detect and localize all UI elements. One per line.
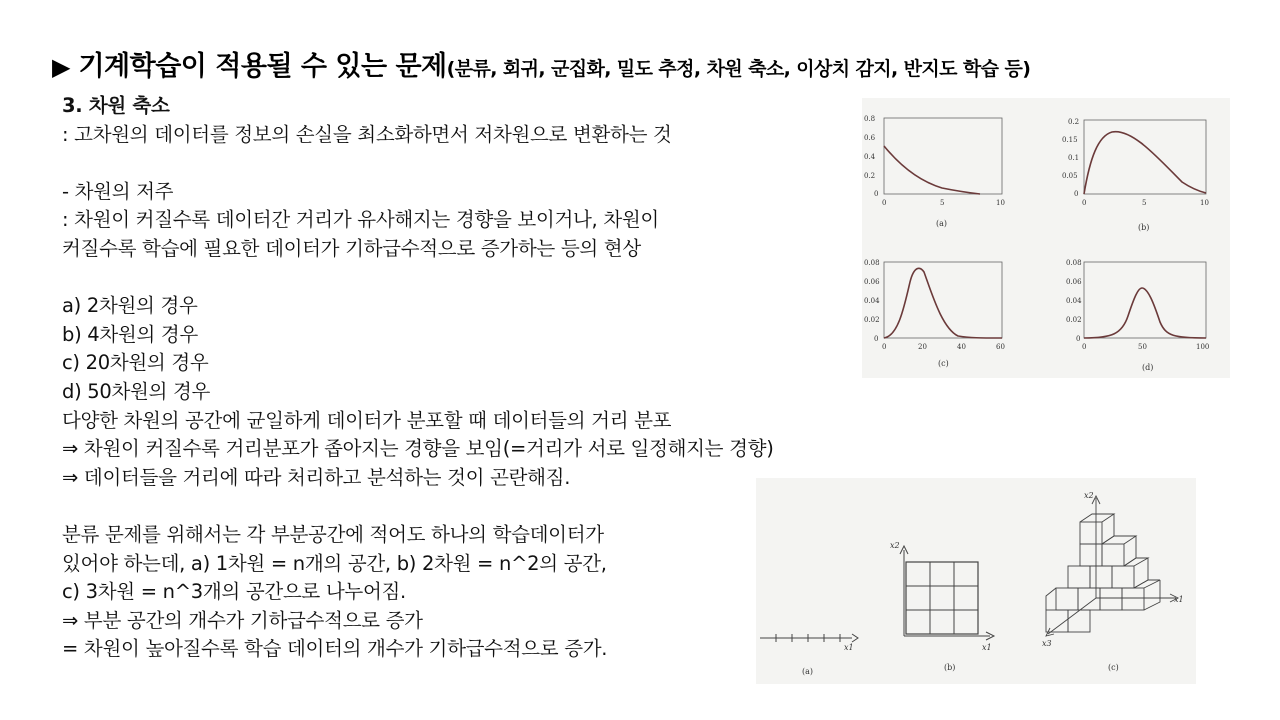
ytick: 0.04 [864, 297, 880, 305]
axis-label: x3 [1042, 639, 1052, 648]
ytick: 0.8 [864, 115, 876, 123]
text-line: c) 3차원 = n^3개의 공간으로 나누어짐. [62, 580, 406, 604]
ytick: 0.08 [864, 259, 880, 267]
xtick: 0 [882, 343, 887, 351]
ytick: 0.6 [864, 134, 876, 142]
ytick: 0.05 [1062, 172, 1078, 180]
xtick: 10 [996, 199, 1005, 207]
ytick: 0.2 [1068, 118, 1080, 126]
xtick: 50 [1138, 343, 1147, 351]
text-line: - 차원의 저주 [62, 179, 174, 203]
text-line: ⇒ 차원이 커질수록 거리분포가 좁아지는 경향을 보임(=거리가 서로 일정해지는 경향) [62, 437, 774, 461]
xtick: 20 [918, 343, 927, 351]
ytick: 0.02 [864, 316, 880, 324]
axis-label: x2 [890, 541, 900, 550]
panel-c [864, 259, 1005, 368]
text-line: 있어야 하는데, a) 1차원 = n개의 공간, b) 2차원 = n^2의 공간, [62, 551, 607, 575]
distance-distribution-figure [862, 98, 1230, 378]
axis-label: x1 [982, 643, 992, 652]
ytick: 0 [874, 335, 879, 343]
xtick: 5 [940, 199, 945, 207]
panel-1d [760, 634, 858, 676]
ytick: 0.2 [864, 172, 876, 180]
axis-label: x1 [844, 643, 854, 652]
ytick: 0.04 [1066, 297, 1082, 305]
ytick: 0.15 [1062, 136, 1078, 144]
text-line: d) 50차원의 경우 [62, 379, 211, 403]
ytick: 0 [874, 190, 879, 198]
arrow-icon [852, 634, 858, 642]
xtick: 100 [1196, 343, 1210, 351]
xtick: 40 [957, 343, 966, 351]
text-line: : 고차원의 데이터를 정보의 손실을 최소화하면서 저차원으로 변환하는 것 [62, 122, 672, 146]
title-subtitle: (분류, 회귀, 군집화, 밀도 추정, 차원 축소, 이상치 감지, 반지도 학습 등) [446, 58, 1031, 80]
subspace-diagrams [756, 478, 1196, 684]
curve-b [1084, 132, 1206, 194]
panel-b [1062, 118, 1209, 232]
xtick: 0 [882, 199, 887, 207]
curve-c [884, 268, 1002, 338]
panel-3d-labels [1042, 491, 1184, 672]
text-line: 커질수록 학습에 필요한 데이터가 기하급수적으로 증가하는 등의 현상 [62, 236, 641, 260]
ytick: 0 [1076, 335, 1081, 343]
title-main: 기계학습이 적용될 수 있는 문제 [78, 51, 447, 82]
xtick: 60 [996, 343, 1005, 351]
panel-2d [890, 541, 994, 672]
section-heading: 3. 차원 축소 [62, 94, 170, 117]
text-line: 다양한 차원의 공간에 균일하게 데이터가 분포할 때 데이터들의 거리 분포 [62, 408, 672, 432]
subspace-division-figure [756, 478, 1196, 684]
panel-label-d: (d) [1142, 363, 1154, 372]
blank-line [62, 149, 962, 178]
text-line: 분류 문제를 위해서는 각 부분공간에 적어도 하나의 학습데이터가 [62, 522, 604, 546]
text-line: a) 2차원의 경우 [62, 294, 198, 318]
ytick: 0.02 [1066, 316, 1082, 324]
text-line: ⇒ 부분 공간의 개수가 기하급수적으로 증가 [62, 608, 423, 632]
text-line: c) 20차원의 경우 [62, 351, 209, 375]
text-line: b) 4차원의 경우 [62, 322, 198, 346]
panel-label-b: (b) [1138, 223, 1150, 232]
blank-line [62, 264, 962, 293]
panel-a [864, 115, 1005, 228]
ytick: 0.4 [864, 153, 876, 161]
slide-title [52, 44, 1030, 83]
triangle-bullet-icon: ▶ [52, 53, 71, 81]
curve-a [884, 146, 980, 194]
ytick: 0.1 [1068, 154, 1080, 162]
axis-label: x2 [1084, 491, 1094, 500]
text-line: : 차원이 커질수록 데이터간 거리가 유사해지는 경향을 보이거나, 차원이 [62, 208, 659, 232]
ytick: 0.06 [864, 278, 880, 286]
ytick: 0.08 [1066, 259, 1082, 267]
panel-label-a: (a) [936, 219, 948, 228]
xtick: 0 [1082, 343, 1087, 351]
text-line: = 차원이 높아질수록 학습 데이터의 개수가 기하급수적으로 증가. [62, 637, 608, 661]
panel-label-c: (c) [938, 359, 949, 368]
panel-3d [1046, 496, 1178, 636]
ytick: 0.06 [1066, 278, 1082, 286]
panel-label-1d: (a) [802, 667, 814, 676]
distribution-plots [862, 98, 1230, 378]
panel-d [1066, 259, 1209, 372]
panel-label-3d: (c) [1108, 663, 1119, 672]
curve-d [1084, 288, 1206, 338]
ytick: 0 [1074, 190, 1079, 198]
xtick: 10 [1200, 199, 1209, 207]
axis-label: x1 [1174, 595, 1184, 604]
xtick: 5 [1142, 199, 1147, 207]
panel-label-2d: (b) [944, 663, 956, 672]
text-line: ⇒ 데이터들을 거리에 따라 처리하고 분석하는 것이 곤란해짐. [62, 465, 571, 489]
xtick: 0 [1082, 199, 1087, 207]
